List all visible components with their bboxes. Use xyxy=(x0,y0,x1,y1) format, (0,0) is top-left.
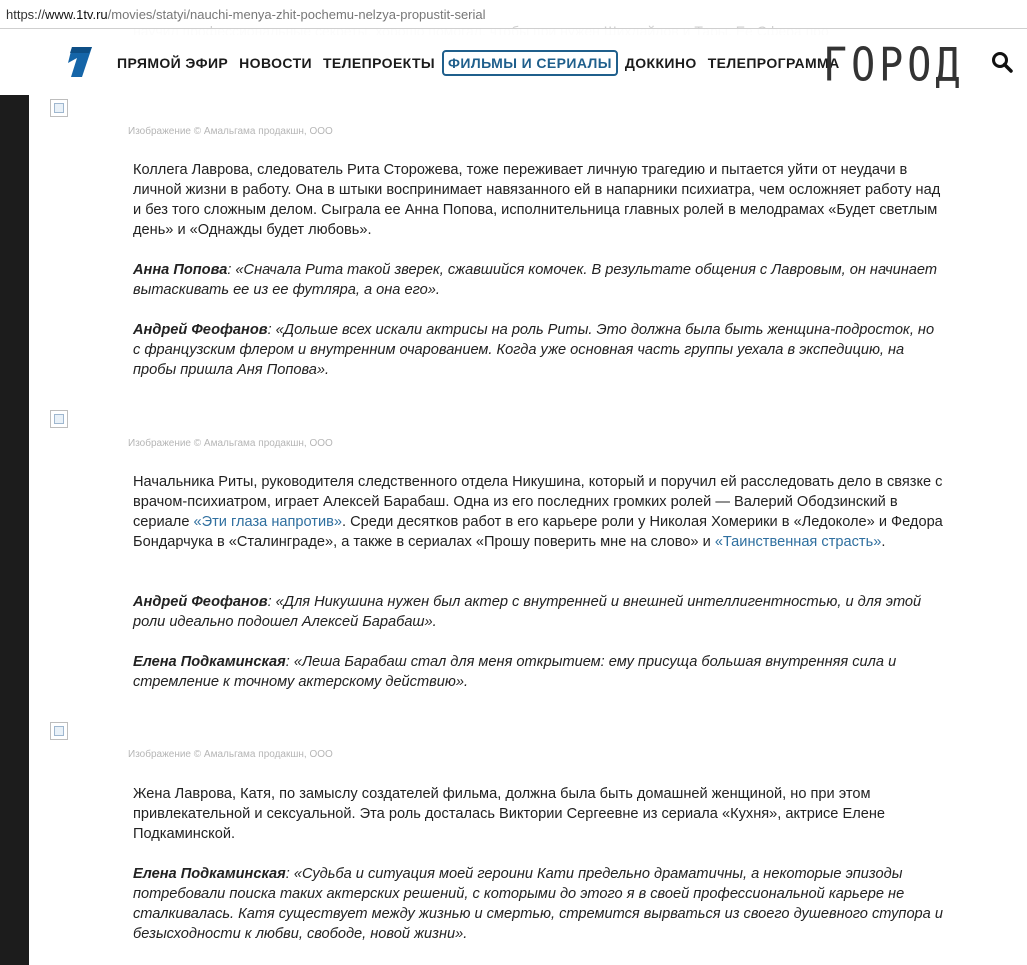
quote-author: Елена Подкаминская xyxy=(133,866,286,882)
site-header xyxy=(29,29,1027,95)
quote-text: : «Для Никушина нужен был актер с внутренней и внешней интеллигентностью, и для этой роли идеально подошел Алексей Барабаш». xyxy=(133,594,922,630)
url-scheme: https:// xyxy=(6,7,46,22)
image-credit: Изображение © Амальгама продакшн, ООО xyxy=(128,749,333,760)
series-link[interactable]: «Эти глаза напротив» xyxy=(193,514,343,530)
article-paragraph: Коллега Лаврова, следователь Рита Сторожева, тоже переживает личную трагедию и пытается уйти от неудачи в личной жизни в работу. Она в штыки воспринимает навязанного ей в напарники психиатра, чем осложняет работу над и без того сложным делом. Сыграла ее Анна Попова, исполнительница главных ролей в мелодрамах «Будет светлым день» и «Однажды будет любовь». xyxy=(133,162,941,238)
article-quote xyxy=(133,864,943,944)
channel-one-logo[interactable] xyxy=(62,43,96,79)
quote-text: : «Судьба и ситуация моей героини Кати предельно драматичны, а некоторые эпизоды потребовали поиска таких актерских решений, с которыми до этого я в своей профессиональной карьере не сталкивалась. Катя существует между жизнью и смертью, стремится вырваться из своего душевного ступора и безысходности к любви, свободе, новой жизни». xyxy=(133,866,943,942)
broken-image-icon xyxy=(50,722,68,740)
quote-author: Елена Подкаминская xyxy=(133,654,286,670)
quote-text: : «Дольше всех искали актрисы на роль Риты. Это должна была быть женщина-подросток, но с французским флером и внутренним очарованием. Когда уже основная часть группы уехала в экспедицию, на пробы пришла Аня Попова». xyxy=(133,322,935,378)
quote-text: : «Сначала Рита такой зверек, сжавшийся комочек. В результате общения с Лавровым, он начинает вытаскивать ее из ее футляра, а она его». xyxy=(133,262,938,298)
main-nav xyxy=(113,49,847,77)
image-credit: Изображение © Амальгама продакшн, ООО xyxy=(128,126,333,137)
nav-dokkino[interactable]: ДОККИНО xyxy=(624,55,697,71)
nav-tv-program[interactable]: ТЕЛЕПРОГРАММА xyxy=(707,55,840,71)
paragraph-text: . Среди десятков работ в его карьере роли у Николая Хомерики в «Ледоколе» и Федора Бондарчука в «Сталинграде», а также в сериалах «Прошу поверить мне на слово» и xyxy=(133,514,943,550)
article-quote xyxy=(133,320,943,380)
article-quote xyxy=(133,260,943,300)
article-quote xyxy=(133,652,943,692)
broken-image-icon xyxy=(50,99,68,117)
paragraph-text: Начальника Риты, руководителя следственного отдела Никушина, который и поручил ей расследовать дело в связке с врачом-психиатром, играет Алексей Барабаш. Одна из его последних громких ролей — Валерий Ободзинский в сериале xyxy=(133,474,943,530)
paragraph-text: . xyxy=(881,534,886,550)
search-icon[interactable] xyxy=(991,51,1013,73)
url-path: /movies/statyi/nauchi-menya-zhit-pochemu-nelzya-propustit-serial xyxy=(107,7,486,22)
gorod-brand-logo[interactable]: ГОРОД xyxy=(823,39,964,92)
nav-live[interactable]: ПРЯМОЙ ЭФИР xyxy=(117,55,229,71)
quote-author: Андрей Феофанов xyxy=(133,322,268,338)
left-dark-rail xyxy=(0,95,29,965)
image-credit: Изображение © Амальгама продакшн, ООО xyxy=(128,438,333,449)
quote-text: : «Леша Барабаш стал для меня открытием: ему присуща большая внутренняя сила и стремление к точному актерскому действию». xyxy=(133,654,897,690)
quote-author: Андрей Феофанов xyxy=(133,594,268,610)
article-quote xyxy=(133,592,943,632)
broken-image-icon xyxy=(50,410,68,428)
article-paragraph xyxy=(133,472,943,552)
quote-author: Анна Попова xyxy=(133,262,228,278)
url-host: www.1tv.ru xyxy=(45,7,108,22)
nav-news[interactable]: НОВОСТИ xyxy=(239,55,312,71)
article-paragraph: Жена Лаврова, Катя, по замыслу создателей фильма, должна была быть домашней женщиной, но при этом привлекательной и сексуальной. Эта роль досталась Виктории Сергеевне из сериала «Кухня», актрисе Елене Подкаминской. xyxy=(133,786,886,842)
series-link[interactable]: «Таинственная страсть» xyxy=(714,534,882,550)
nav-projects[interactable]: ТЕЛЕПРОЕКТЫ xyxy=(322,55,436,71)
nav-movies-series[interactable]: ФИЛЬМЫ И СЕРИАЛЫ xyxy=(442,50,618,76)
